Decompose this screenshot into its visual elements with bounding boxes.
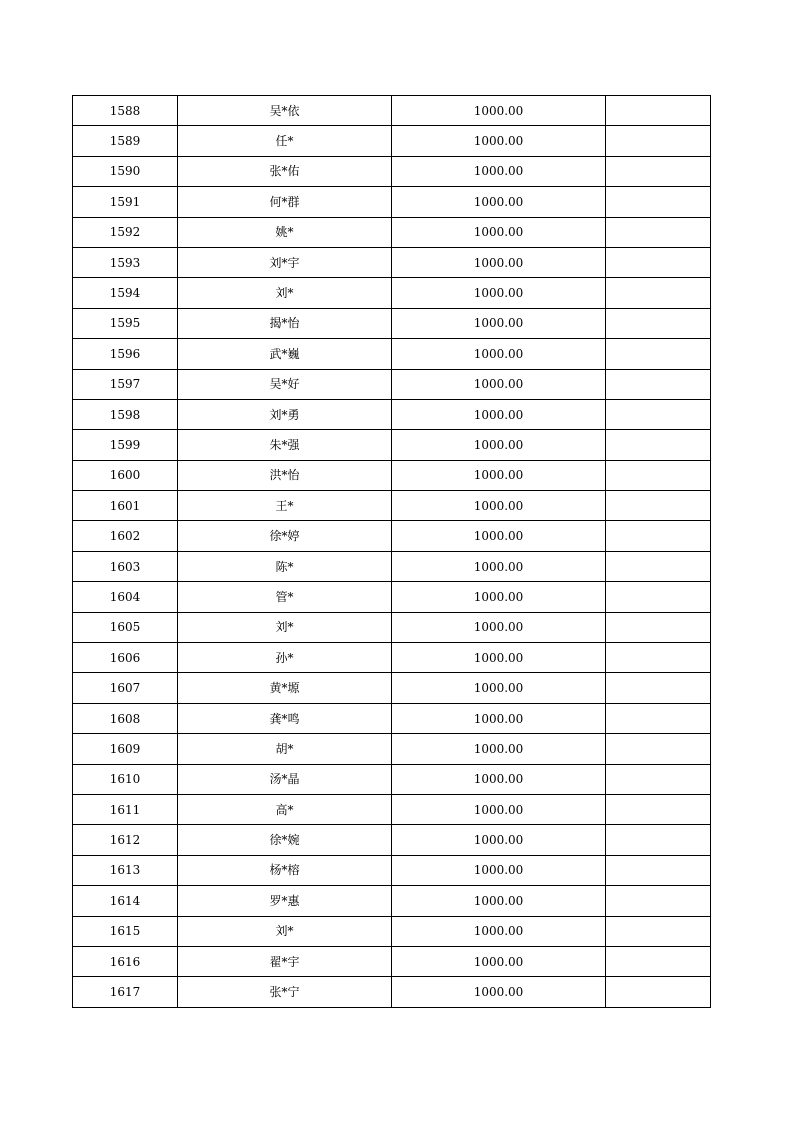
amount-cell: 1000.00 (392, 916, 606, 946)
amount-cell: 1000.00 (392, 977, 606, 1007)
serial-number-cell: 1599 (73, 430, 178, 460)
amount-cell: 1000.00 (392, 612, 606, 642)
data-table (72, 95, 711, 1008)
remark-cell (606, 156, 711, 186)
remark-cell (606, 764, 711, 794)
amount-cell: 1000.00 (392, 946, 606, 976)
remark-cell (606, 825, 711, 855)
amount-cell: 1000.00 (392, 551, 606, 581)
remark-cell (606, 491, 711, 521)
name-cell: 吴*依 (178, 96, 392, 126)
table-row (73, 187, 711, 217)
serial-number-cell: 1595 (73, 308, 178, 338)
table-row (73, 156, 711, 186)
amount-cell: 1000.00 (392, 521, 606, 551)
serial-number-cell: 1604 (73, 582, 178, 612)
amount-cell: 1000.00 (392, 308, 606, 338)
serial-number-cell: 1613 (73, 855, 178, 885)
serial-number-cell: 1593 (73, 247, 178, 277)
name-cell: 龚*鸣 (178, 703, 392, 733)
name-cell: 朱*强 (178, 430, 392, 460)
serial-number-cell: 1608 (73, 703, 178, 733)
name-cell: 张*宁 (178, 977, 392, 1007)
amount-cell: 1000.00 (392, 399, 606, 429)
table-row (73, 855, 711, 885)
name-cell: 徐*婉 (178, 825, 392, 855)
remark-cell (606, 734, 711, 764)
serial-number-cell: 1597 (73, 369, 178, 399)
table-row (73, 126, 711, 156)
serial-number-cell: 1592 (73, 217, 178, 247)
name-cell: 王* (178, 491, 392, 521)
name-cell: 揭*怡 (178, 308, 392, 338)
table-row (73, 977, 711, 1007)
remark-cell (606, 855, 711, 885)
table-row (73, 825, 711, 855)
remark-cell (606, 96, 711, 126)
remark-cell (606, 187, 711, 217)
table-row (73, 521, 711, 551)
table-row (73, 247, 711, 277)
table-row (73, 217, 711, 247)
serial-number-cell: 1594 (73, 278, 178, 308)
name-cell: 武*巍 (178, 339, 392, 369)
amount-cell: 1000.00 (392, 582, 606, 612)
table-row (73, 399, 711, 429)
amount-cell: 1000.00 (392, 339, 606, 369)
name-cell: 张*佑 (178, 156, 392, 186)
amount-cell: 1000.00 (392, 430, 606, 460)
amount-cell: 1000.00 (392, 825, 606, 855)
name-cell: 刘* (178, 278, 392, 308)
amount-cell: 1000.00 (392, 96, 606, 126)
table-row (73, 551, 711, 581)
serial-number-cell: 1598 (73, 399, 178, 429)
name-cell: 何*群 (178, 187, 392, 217)
remark-cell (606, 460, 711, 490)
serial-number-cell: 1614 (73, 886, 178, 916)
name-cell: 陈* (178, 551, 392, 581)
amount-cell: 1000.00 (392, 673, 606, 703)
remark-cell (606, 369, 711, 399)
name-cell: 黄*塬 (178, 673, 392, 703)
table-row (73, 460, 711, 490)
remark-cell (606, 794, 711, 824)
remark-cell (606, 673, 711, 703)
name-cell: 罗*惠 (178, 886, 392, 916)
serial-number-cell: 1596 (73, 339, 178, 369)
amount-cell: 1000.00 (392, 187, 606, 217)
name-cell: 杨*榕 (178, 855, 392, 885)
serial-number-cell: 1603 (73, 551, 178, 581)
table-row (73, 612, 711, 642)
amount-cell: 1000.00 (392, 217, 606, 247)
remark-cell (606, 247, 711, 277)
serial-number-cell: 1591 (73, 187, 178, 217)
serial-number-cell: 1602 (73, 521, 178, 551)
table-row (73, 96, 711, 126)
remark-cell (606, 217, 711, 247)
serial-number-cell: 1607 (73, 673, 178, 703)
serial-number-cell: 1605 (73, 612, 178, 642)
table-row (73, 673, 711, 703)
serial-number-cell: 1588 (73, 96, 178, 126)
table-row (73, 369, 711, 399)
serial-number-cell: 1589 (73, 126, 178, 156)
serial-number-cell: 1600 (73, 460, 178, 490)
name-cell: 胡* (178, 734, 392, 764)
serial-number-cell: 1606 (73, 643, 178, 673)
remark-cell (606, 946, 711, 976)
name-cell: 洪*怡 (178, 460, 392, 490)
table-row (73, 643, 711, 673)
name-cell: 刘*宇 (178, 247, 392, 277)
name-cell: 刘* (178, 916, 392, 946)
serial-number-cell: 1609 (73, 734, 178, 764)
remark-cell (606, 977, 711, 1007)
remark-cell (606, 612, 711, 642)
amount-cell: 1000.00 (392, 855, 606, 885)
remark-cell (606, 551, 711, 581)
amount-cell: 1000.00 (392, 794, 606, 824)
name-cell: 汤*晶 (178, 764, 392, 794)
name-cell: 翟*宇 (178, 946, 392, 976)
name-cell: 任* (178, 126, 392, 156)
table-row (73, 946, 711, 976)
amount-cell: 1000.00 (392, 886, 606, 916)
table-row (73, 491, 711, 521)
table-body (73, 96, 711, 1008)
table-row (73, 582, 711, 612)
amount-cell: 1000.00 (392, 734, 606, 764)
remark-cell (606, 643, 711, 673)
table-row (73, 339, 711, 369)
remark-cell (606, 126, 711, 156)
serial-number-cell: 1615 (73, 916, 178, 946)
serial-number-cell: 1601 (73, 491, 178, 521)
amount-cell: 1000.00 (392, 764, 606, 794)
table-row (73, 916, 711, 946)
remark-cell (606, 308, 711, 338)
name-cell: 吴*好 (178, 369, 392, 399)
remark-cell (606, 430, 711, 460)
table-row (73, 764, 711, 794)
serial-number-cell: 1610 (73, 764, 178, 794)
table-row (73, 886, 711, 916)
remark-cell (606, 521, 711, 551)
amount-cell: 1000.00 (392, 369, 606, 399)
amount-cell: 1000.00 (392, 703, 606, 733)
serial-number-cell: 1611 (73, 794, 178, 824)
name-cell: 高* (178, 794, 392, 824)
table-row (73, 278, 711, 308)
serial-number-cell: 1617 (73, 977, 178, 1007)
amount-cell: 1000.00 (392, 156, 606, 186)
remark-cell (606, 886, 711, 916)
serial-number-cell: 1616 (73, 946, 178, 976)
name-cell: 刘*勇 (178, 399, 392, 429)
table-row (73, 794, 711, 824)
table-row (73, 430, 711, 460)
name-cell: 刘* (178, 612, 392, 642)
remark-cell (606, 399, 711, 429)
name-cell: 徐*婷 (178, 521, 392, 551)
remark-cell (606, 703, 711, 733)
name-cell: 孙* (178, 643, 392, 673)
table-row (73, 308, 711, 338)
amount-cell: 1000.00 (392, 460, 606, 490)
table-row (73, 703, 711, 733)
table-row (73, 734, 711, 764)
serial-number-cell: 1612 (73, 825, 178, 855)
amount-cell: 1000.00 (392, 247, 606, 277)
amount-cell: 1000.00 (392, 491, 606, 521)
remark-cell (606, 582, 711, 612)
remark-cell (606, 339, 711, 369)
remark-cell (606, 916, 711, 946)
name-cell: 管* (178, 582, 392, 612)
amount-cell: 1000.00 (392, 643, 606, 673)
amount-cell: 1000.00 (392, 126, 606, 156)
amount-cell: 1000.00 (392, 278, 606, 308)
name-cell: 姚* (178, 217, 392, 247)
remark-cell (606, 278, 711, 308)
serial-number-cell: 1590 (73, 156, 178, 186)
